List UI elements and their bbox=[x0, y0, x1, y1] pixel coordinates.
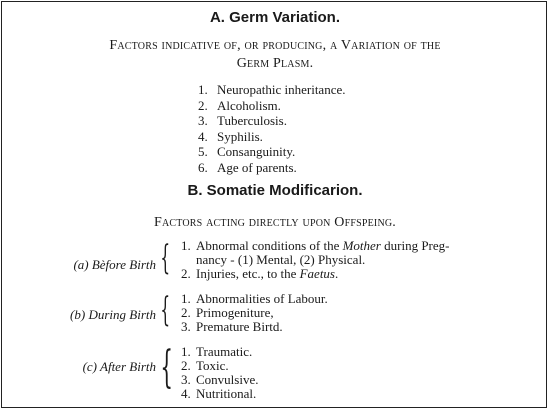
list-item: 6. Age of parents. bbox=[198, 159, 297, 175]
list-item: 2. Alcoholism. bbox=[198, 97, 281, 113]
brace-icon: { bbox=[160, 290, 171, 330]
list-item: 3. Tuberculosis. bbox=[198, 113, 287, 129]
list-item: 2. Injuries, etc., to the Faetus. bbox=[181, 266, 339, 281]
section-a-subtitle-line1: Factors indicative of, or producing, a Variation of the bbox=[109, 38, 441, 53]
after-birth-list bbox=[181, 345, 258, 401]
brace-icon: { bbox=[160, 238, 171, 278]
section-a-subtitle-line2: Germ Plasm. bbox=[236, 56, 314, 71]
list-item: 3. Convulsive. bbox=[181, 372, 259, 387]
group-label-after-birth: (c) After Birth bbox=[82, 359, 156, 374]
germ-variation-list bbox=[198, 82, 346, 176]
list-item: 1. Traumatic. bbox=[181, 344, 253, 359]
list-item: 1. Neuropathic inheritance. bbox=[198, 82, 346, 97]
list-item: 5. Consanguinity. bbox=[198, 144, 296, 160]
group-before-birth bbox=[0, 237, 550, 297]
group-after-birth bbox=[0, 343, 550, 403]
brace-icon: { bbox=[160, 342, 173, 393]
section-a-title: A. Germ Variation. bbox=[209, 9, 341, 26]
list-item: 2. Primogeniture, bbox=[181, 305, 274, 320]
section-b-title: B. Somatie Modificarion. bbox=[187, 182, 363, 199]
list-item: 1. Abnormalities of Labour. bbox=[181, 291, 328, 306]
group-during-birth bbox=[0, 290, 550, 350]
list-item: 4. Nutritional. bbox=[181, 386, 257, 401]
list-item: 2. Toxic. bbox=[181, 358, 229, 373]
before-birth-list bbox=[181, 239, 449, 281]
list-item: 3. Premature Birtd. bbox=[181, 319, 283, 334]
section-b-subtitle: Factors acting directly upon Offspeing. bbox=[153, 215, 397, 230]
group-label-before-birth: (a) Bèfore Birth bbox=[73, 257, 156, 272]
list-item: 1. Abnormal conditions of the Mother during Preg- nancy - (1) Mental, (2) Physical. bbox=[181, 238, 450, 267]
group-label-during-birth: (b) During Birth bbox=[70, 307, 156, 322]
list-item: 4. Syphilis. bbox=[198, 128, 263, 144]
during-birth-list bbox=[181, 292, 328, 334]
